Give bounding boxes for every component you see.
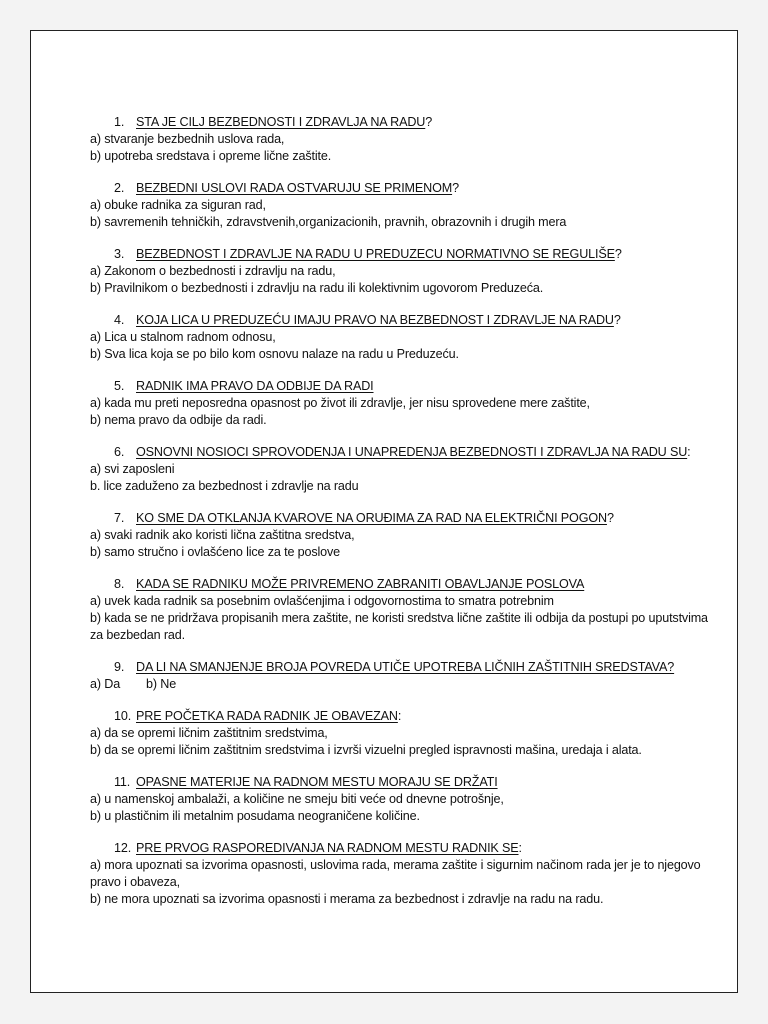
answer-a: a) obuke radnika za siguran rad, xyxy=(90,198,266,212)
answer-b: b) Sva lica koja se po bilo kom osnovu nalaze na radu u Preduzeću. xyxy=(90,347,459,361)
answer-b: b) savremenih tehničkih, zdravstvenih,organizacionih, pravnih, obrazovnih i drugih mera xyxy=(90,215,567,229)
answer-b: b) Pravilnikom o bezbednosti i zdravlju na radu ili kolektivnim ugovorom Preduzeća. xyxy=(90,281,544,295)
question-number: 7. xyxy=(114,511,125,525)
question-title xyxy=(90,774,720,791)
question-suffix: ? xyxy=(452,181,459,195)
question-text: STA JE CILJ BEZBEDNOSTI I ZDRAVLJA NA RADU xyxy=(136,115,426,129)
question-7 xyxy=(90,510,720,561)
question-title xyxy=(90,114,720,131)
answer-b: b. lice zaduženo za bezbednost i zdravlje na radu xyxy=(90,479,359,493)
question-number: 5. xyxy=(114,379,125,393)
document-page xyxy=(30,30,738,993)
question-number: 6. xyxy=(114,445,125,459)
question-suffix: ? xyxy=(614,247,622,261)
question-suffix: ? xyxy=(613,313,621,327)
question-suffix: : xyxy=(518,841,522,855)
question-title xyxy=(90,444,720,461)
question-4 xyxy=(90,312,720,363)
answer-b: b) ne mora upoznati sa izvorima opasnosti i merama za bezbednost i zdravlje na radu na radu. xyxy=(90,892,604,906)
question-text: KOJA LICA U PREDUZEĆU IMAJU PRAVO NA BEZBEDNOST I ZDRAVLJE NA RADU xyxy=(136,313,614,327)
question-text: OSNOVNI NOSIOCI SPROVODENJA I UNAPREDENJA BEZBEDNOSTI I ZDRAVLJA NA RADU SU xyxy=(136,445,688,459)
question-text: DA LI NA SMANJENJE BROJA POVREDA UTIČE UPOTREBA LIČNIH ZAŠTITNIH SREDSTAVA? xyxy=(136,660,675,674)
question-number: 1. xyxy=(114,115,125,129)
question-number: 11. xyxy=(114,775,131,789)
question-number: 10. xyxy=(114,709,132,723)
inline-answers xyxy=(90,676,720,693)
question-text: BEZBEDNOST I ZDRAVLJE NA RADU U PREDUZECU NORMATIVNO SE REGULIŠE xyxy=(136,247,615,261)
question-3 xyxy=(90,246,720,297)
question-number: 3. xyxy=(114,247,125,261)
answer-a: a) stvaranje bezbednih uslova rada, xyxy=(90,132,285,146)
answer-a: a) svi zaposleni xyxy=(90,462,175,476)
question-text: PRE POČETKA RADA RADNIK JE OBAVEZAN xyxy=(136,709,398,723)
question-text: PRE PRVOG RASPOREDIVANJA NA RADNOM MESTU RADNIK SE xyxy=(136,841,519,855)
question-text: BEZBEDNI USLOVI RADA OSTVARUJU SE PRIMENOM xyxy=(136,181,453,195)
question-title xyxy=(90,840,720,857)
question-suffix: : xyxy=(687,445,691,459)
question-number: 12. xyxy=(114,841,132,855)
question-title xyxy=(90,510,720,527)
question-text: KO SME DA OTKLANJA KVAROVE NA ORUĐIMA ZA RAD NA ELEKTRIČNI POGON xyxy=(136,511,607,525)
question-9 xyxy=(90,659,720,693)
question-11 xyxy=(90,774,720,825)
answer-a: a) u namenskoj ambalaži, a količine ne smeju biti veće od dnevne potrošnje, xyxy=(90,792,504,806)
answer-a: a) da se opremi ličnim zaštitnim sredstvima, xyxy=(90,726,328,740)
answer-b: b) samo stručno i ovlašćeno lice za te poslove xyxy=(90,545,340,559)
answer-a: a) mora upoznati sa izvorima opasnosti, uslovima rada, merama zaštite i sigurnim načinom rada jer je to njegovo pravo i obaveza, xyxy=(90,858,701,889)
question-6 xyxy=(90,444,720,495)
question-12 xyxy=(90,840,720,908)
question-text: OPASNE MATERIJE NA RADNOM MESTU MORAJU SE DRŽATI xyxy=(136,775,498,789)
answer-b: b) u plastičnim ili metalnim posudama neograničene količine. xyxy=(90,809,420,823)
question-title xyxy=(90,708,720,725)
question-8 xyxy=(90,576,720,644)
question-5 xyxy=(90,378,720,429)
question-title xyxy=(90,312,720,329)
question-10 xyxy=(90,708,720,759)
answer-b: b) nema pravo da odbije da radi. xyxy=(90,413,267,427)
questionnaire xyxy=(90,114,720,923)
question-title xyxy=(90,246,720,263)
question-text: RADNIK IMA PRAVO DA ODBIJE DA RADI xyxy=(136,379,374,393)
answer-b: b) kada se ne pridržava propisanih mera zaštite, ne koristi sredstva lične zaštite ili odbija da postupi po uputstvima za bezbedan rad. xyxy=(90,611,708,642)
question-number: 2. xyxy=(114,181,125,195)
question-number: 4. xyxy=(114,313,125,327)
question-suffix: ? xyxy=(606,511,614,525)
answer-a: a) Lica u stalnom radnom odnosu, xyxy=(90,330,276,344)
answer-b: b) Ne xyxy=(146,677,177,691)
question-1 xyxy=(90,114,720,165)
answer-a: a) uvek kada radnik sa posebnim ovlašćenjima i odgovornostima to smatra potrebnim xyxy=(90,594,554,608)
question-title xyxy=(90,378,720,395)
question-2 xyxy=(90,180,720,231)
answer-b: b) da se opremi ličnim zaštitnim sredstvima i izvrši vizuelni pregled ispravnosti mašina, uredaja i alata. xyxy=(90,743,642,757)
answer-a: a) Da xyxy=(90,677,121,691)
question-number: 8. xyxy=(114,577,125,591)
answer-a: a) svaki radnik ako koristi lična zaštitna sredstva, xyxy=(90,528,355,542)
answer-a: a) kada mu preti neposredna opasnost po život ili zdravlje, jer nisu sprovedene mere zaštite, xyxy=(90,396,590,410)
question-suffix: ? xyxy=(425,115,433,129)
question-suffix: : xyxy=(397,709,402,723)
question-number: 9. xyxy=(114,660,125,674)
question-title xyxy=(90,576,720,593)
question-text: KADA SE RADNIKU MOŽE PRIVREMENO ZABRANITI OBAVLJANJE POSLOVA xyxy=(136,577,585,591)
answer-b: b) upotreba sredstava i opreme lične zaštite. xyxy=(90,149,332,163)
question-title xyxy=(90,659,720,676)
answer-a: a) Zakonom o bezbednosti i zdravlju na radu, xyxy=(90,264,336,278)
question-title xyxy=(90,180,720,197)
